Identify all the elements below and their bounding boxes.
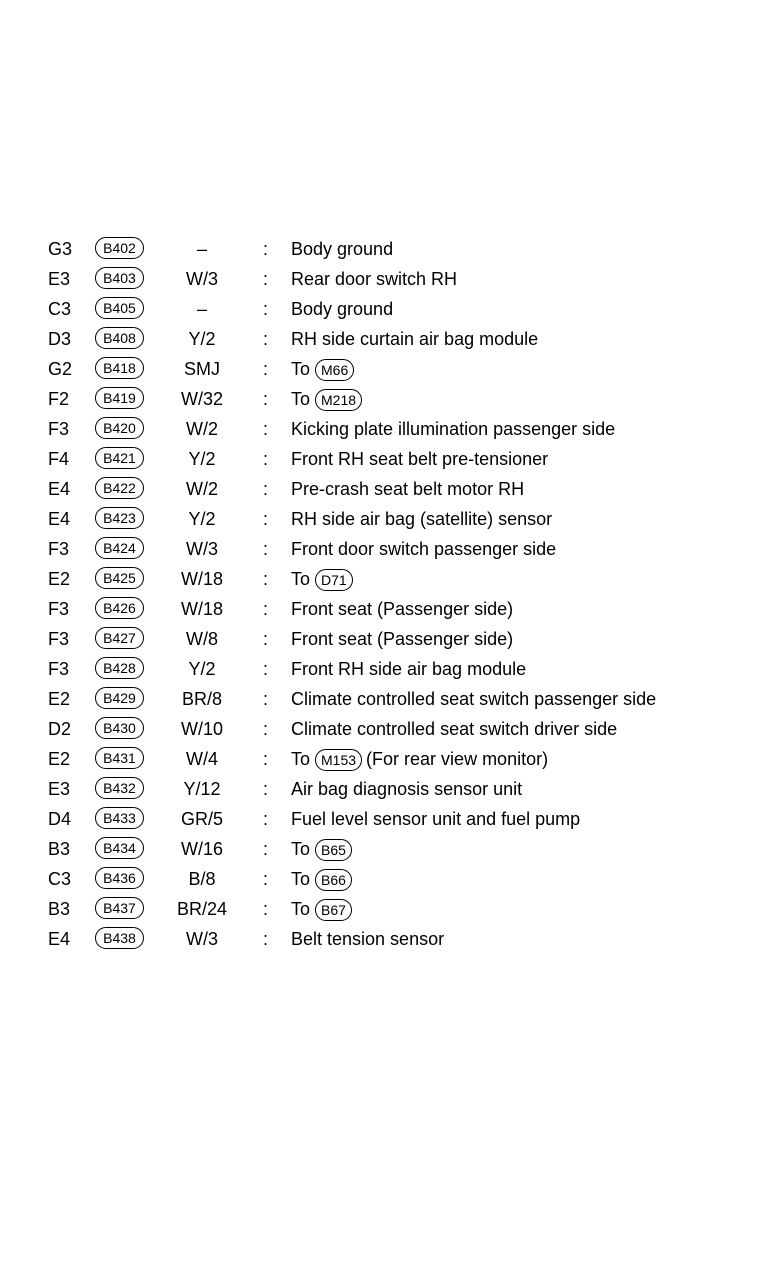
connector-id: B426 — [95, 597, 144, 619]
grid-reference: F3 — [48, 419, 70, 439]
connector-id: B431 — [95, 747, 144, 769]
grid-reference: G3 — [48, 239, 73, 259]
grid-reference: F4 — [48, 449, 70, 469]
description: Fuel level sensor unit and fuel pump — [291, 809, 581, 829]
separator: : — [263, 869, 269, 889]
separator: : — [263, 629, 269, 649]
wire-spec: W/3 — [185, 539, 218, 559]
connector-row — [0, 294, 758, 324]
description: Front door switch passenger side — [291, 539, 557, 559]
grid-reference: D2 — [48, 719, 72, 739]
connector-id: B438 — [95, 927, 144, 949]
connector-id: B429 — [95, 687, 144, 709]
connector-row — [0, 534, 758, 564]
connector-row — [0, 684, 758, 714]
grid-reference: F2 — [48, 389, 70, 409]
grid-reference: C3 — [48, 299, 72, 319]
wire-spec: W/18 — [180, 569, 223, 589]
wire-spec: W/10 — [180, 719, 223, 739]
grid-reference: E3 — [48, 779, 71, 799]
separator: : — [263, 779, 269, 799]
grid-reference: F3 — [48, 629, 70, 649]
connector-ref: M66 — [315, 359, 354, 381]
connector-row — [0, 894, 758, 924]
separator: : — [263, 329, 269, 349]
separator: : — [263, 359, 269, 379]
connector-id: B432 — [95, 777, 144, 799]
connector-row — [0, 414, 758, 444]
grid-reference: E4 — [48, 929, 71, 949]
to-label: To — [291, 389, 311, 409]
separator: : — [263, 509, 269, 529]
connector-row — [0, 804, 758, 834]
connector-id: B419 — [95, 387, 144, 409]
separator: : — [263, 929, 269, 949]
separator: : — [263, 479, 269, 499]
wire-spec: W/2 — [185, 419, 218, 439]
separator: : — [263, 539, 269, 559]
description: RH side air bag (satellite) sensor — [291, 509, 553, 529]
grid-reference: D4 — [48, 809, 72, 829]
wire-spec: BR/8 — [181, 689, 223, 709]
to-label: To — [291, 359, 311, 379]
grid-reference: E2 — [48, 569, 71, 589]
description: Climate controlled seat switch driver side — [291, 719, 618, 739]
wire-spec: W/4 — [185, 749, 218, 769]
wire-spec: Y/2 — [188, 329, 216, 349]
separator: : — [263, 749, 269, 769]
description: Front seat (Passenger side) — [291, 599, 514, 619]
connector-row — [0, 624, 758, 654]
connector-row — [0, 774, 758, 804]
connector-ref: D71 — [315, 569, 353, 591]
separator: : — [263, 659, 269, 679]
connector-row — [0, 864, 758, 894]
description: Body ground — [291, 299, 394, 319]
description: Kicking plate illumination passenger side — [291, 419, 616, 439]
separator: : — [263, 449, 269, 469]
wire-spec: Y/2 — [188, 659, 216, 679]
wire-spec: GR/5 — [180, 809, 223, 829]
connector-id: B403 — [95, 267, 144, 289]
connector-row — [0, 924, 758, 954]
connector-ref: B66 — [315, 869, 352, 891]
grid-reference: E4 — [48, 479, 71, 499]
connector-id: B420 — [95, 417, 144, 439]
wire-spec: W/16 — [180, 839, 223, 859]
connector-id: B428 — [95, 657, 144, 679]
connector-ref: B65 — [315, 839, 352, 861]
connector-id: B424 — [95, 537, 144, 559]
connector-row — [0, 834, 758, 864]
wire-spec: Y/2 — [188, 449, 216, 469]
connector-id: B423 — [95, 507, 144, 529]
grid-reference: B3 — [48, 899, 71, 919]
grid-reference: G2 — [48, 359, 73, 379]
description: Rear door switch RH — [291, 269, 458, 289]
separator: : — [263, 239, 269, 259]
connector-id: B418 — [95, 357, 144, 379]
connector-id: B430 — [95, 717, 144, 739]
description: Pre-crash seat belt motor RH — [291, 479, 525, 499]
connector-id: B425 — [95, 567, 144, 589]
connector-id: B408 — [95, 327, 144, 349]
wire-spec: SMJ — [184, 359, 220, 379]
grid-reference: E4 — [48, 509, 71, 529]
connector-ref: M218 — [315, 389, 362, 411]
description: Body ground — [291, 239, 394, 259]
grid-reference: F3 — [48, 659, 70, 679]
separator: : — [263, 899, 269, 919]
grid-reference: C3 — [48, 869, 72, 889]
connector-list — [0, 234, 758, 954]
separator: : — [263, 839, 269, 859]
description: Front seat (Passenger side) — [291, 629, 514, 649]
grid-reference: F3 — [48, 599, 70, 619]
description: Air bag diagnosis sensor unit — [291, 779, 523, 799]
grid-reference: F3 — [48, 539, 70, 559]
connector-row — [0, 474, 758, 504]
connector-id: B402 — [95, 237, 144, 259]
separator: : — [263, 719, 269, 739]
wire-spec: – — [196, 239, 207, 259]
connector-id: B436 — [95, 867, 144, 889]
connector-row — [0, 654, 758, 684]
grid-reference: B3 — [48, 839, 71, 859]
connector-row — [0, 714, 758, 744]
connector-row — [0, 384, 758, 414]
description: Front RH seat belt pre-tensioner — [291, 449, 549, 469]
wire-spec: Y/2 — [188, 509, 216, 529]
connector-id: B427 — [95, 627, 144, 649]
connector-id: B433 — [95, 807, 144, 829]
separator: : — [263, 299, 269, 319]
wire-spec: B/8 — [188, 869, 216, 889]
to-label: To — [291, 899, 311, 919]
connector-id: B422 — [95, 477, 144, 499]
wire-spec: W/2 — [185, 479, 218, 499]
separator: : — [263, 599, 269, 619]
description: RH side curtain air bag module — [291, 329, 539, 349]
separator: : — [263, 569, 269, 589]
wire-spec: W/3 — [185, 269, 218, 289]
connector-ref: M153 — [315, 749, 362, 771]
separator: : — [263, 809, 269, 829]
connector-row — [0, 264, 758, 294]
wire-spec: BR/24 — [176, 899, 228, 919]
wire-spec: W/18 — [180, 599, 223, 619]
separator: : — [263, 419, 269, 439]
description: Front RH side air bag module — [291, 659, 527, 679]
connector-row — [0, 354, 758, 384]
to-label: To — [291, 869, 311, 889]
wire-spec: – — [196, 299, 207, 319]
connector-row — [0, 744, 758, 774]
connector-id: B437 — [95, 897, 144, 919]
connector-ref: B67 — [315, 899, 352, 921]
wire-spec: W/8 — [185, 629, 218, 649]
ref-note: (For rear view monitor) — [366, 749, 549, 769]
grid-reference: E3 — [48, 269, 71, 289]
wire-spec: Y/12 — [183, 779, 221, 799]
grid-reference: D3 — [48, 329, 72, 349]
to-label: To — [291, 839, 311, 859]
description: Belt tension sensor — [291, 929, 445, 949]
connector-id: B434 — [95, 837, 144, 859]
grid-reference: E2 — [48, 689, 71, 709]
separator: : — [263, 269, 269, 289]
separator: : — [263, 689, 269, 709]
connector-id: B405 — [95, 297, 144, 319]
connector-row — [0, 444, 758, 474]
connector-row — [0, 564, 758, 594]
wire-spec: W/32 — [180, 389, 223, 409]
wire-spec: W/3 — [185, 929, 218, 949]
connector-row — [0, 234, 758, 264]
connector-id: B421 — [95, 447, 144, 469]
to-label: To — [291, 569, 311, 589]
separator: : — [263, 389, 269, 409]
connector-row — [0, 594, 758, 624]
connector-row — [0, 504, 758, 534]
connector-row — [0, 324, 758, 354]
to-label: To — [291, 749, 311, 769]
grid-reference: E2 — [48, 749, 71, 769]
description: Climate controlled seat switch passenger side — [291, 689, 657, 709]
